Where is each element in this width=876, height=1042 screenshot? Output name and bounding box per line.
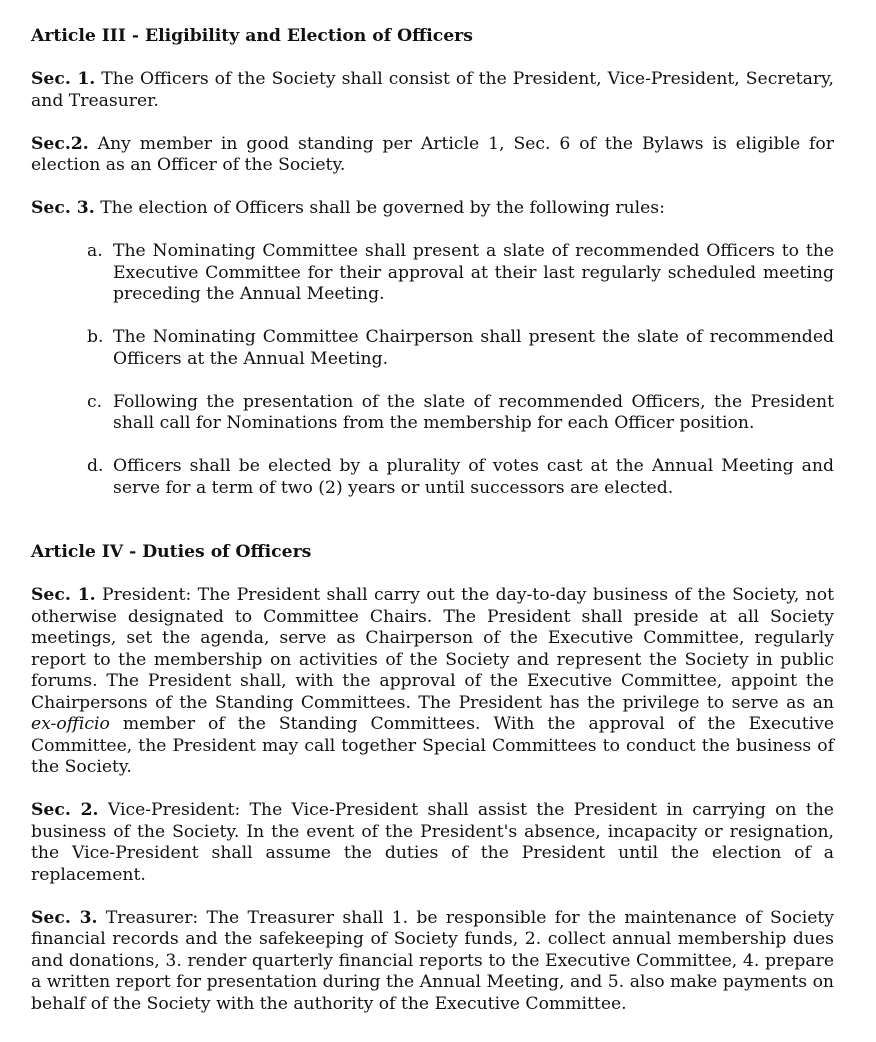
sec-text: President: The President shall carry out the day-to-day business of the Society, not otherwise designated to Committee Chairs. The President shall preside at all Society meetings, set the agenda, serve as Chairperson of the Executive Committee, regularly report to the membership on activities of the Society and represent the Society in public forums. The President shall, with the approval of the Executive Committee, appoint the Chairpersons of the Standing Committees. The President has the privilege to serve as an [31,585,834,713]
sec-text: Any member in good standing per Article 1, Sec. 6 of the Bylaws is eligible for election as an Officer of the Society. [31,133,834,175]
article-4-sec-1 [31,585,834,779]
article-3-heading: Article III - Eligibility and Election of Officers [31,26,473,46]
list-item-letter: b. [87,327,104,347]
article-4-heading: Article IV - Duties of Officers [31,542,312,562]
election-rules-list [31,241,834,499]
article-3-sec-2 [31,134,834,177]
sec-label: Sec.2. [31,133,89,154]
list-item [87,456,834,499]
article-3-sec-1 [31,69,834,112]
sec-label: Sec. 1. [31,585,96,605]
article-4-section [31,542,834,1015]
sec-text: Treasurer: The Treasurer shall 1. be responsible for the maintenance of Society financial records and the safekeeping of Society funds, 2. collect annual membership dues and donations, 3. render quarterly financial reports to the Executive Committee, 4. prepare a written report for presentation during the Annual Meeting, and 5. also make payments on behalf of the Society with the authority of the Executive Committee. [31,907,835,1014]
list-item-letter: c. [87,391,103,412]
article-4-sec-3 [31,908,834,1016]
sec-text: member of the Standing Committees. With the approval of the Executive Committee, the President may call together Special Committees to conduct the business of the Society. [31,714,834,777]
sec-text-italic: ex-officio [31,714,110,734]
list-item-text: Officers shall be elected by a plurality of votes cast at the Annual Meeting and serve for a term of two (2) years or until successors are elected. [113,456,834,498]
article-4-sec-2 [31,800,834,886]
list-item-text: The Nominating Committee Chairperson shall present the slate of recommended Officers at the Annual Meeting. [113,327,834,369]
sec-label: Sec. 2. [31,800,99,820]
sec-label: Sec. 3. [31,198,95,218]
list-item [87,241,834,306]
list-item [87,392,834,435]
sec-label: Sec. 1. [31,69,96,89]
list-item-text: The Nominating Committee shall present a slate of recommended Officers to the Executive Committee for their approval at their last regularly scheduled meeting preceding the Annual Meeting. [113,241,834,304]
sec-text: The Officers of the Society shall consist of the President, Vice-President, Secretary, and Treasurer. [31,69,834,111]
article-3-sec-3 [31,198,834,220]
list-item-letter: d. [87,456,104,476]
list-item-letter: a. [87,241,103,261]
list-item [87,327,834,370]
article-3-section [31,26,834,499]
list-item-text: Following the presentation of the slate of recommended Officers, the President shall call for Nominations from the membership for each Officer position. [113,391,834,433]
sec-text: The election of Officers shall be governed by the following rules: [94,198,665,218]
sec-text: Vice-President: The Vice-President shall assist the President in carrying on the business of the Society. In the event of the President's absence, incapacity or resignation, the Vice-President shall assume the duties of the President until the election of a replacement. [31,800,834,885]
sec-label: Sec. 3. [31,907,98,928]
